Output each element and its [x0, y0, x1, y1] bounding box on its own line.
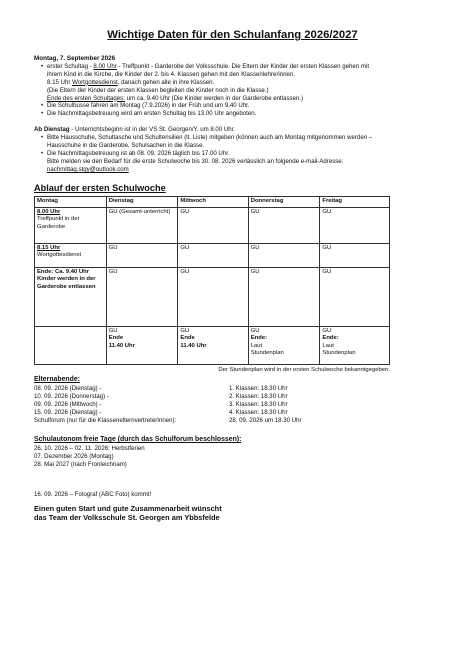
table-cell: GU	[106, 267, 178, 326]
table-cell: GU	[248, 207, 320, 243]
list-item	[34, 409, 364, 417]
text: - Unterrichtsbeginn ist in der VS St. Georgen/Y. um 8.00 Uhr.	[69, 126, 236, 134]
table-cell: GU	[178, 267, 248, 326]
text: (Die Eltern der Kinder der ersten Klassen begleiten die Kinder noch in die Klasse.)	[47, 86, 269, 94]
freedays-section	[34, 436, 431, 469]
tuesday-heading-line	[34, 126, 431, 134]
table-cell: Ende: Ca. 9.40 Uhr Kinder werden in der Garderobe entlassen	[35, 267, 107, 326]
cell-text: Laut	[322, 342, 334, 349]
closing-message	[34, 504, 431, 524]
list-item: 07. Dezember 2026 (Montag)	[34, 452, 114, 460]
list-item	[34, 417, 364, 425]
tuesday-section	[34, 126, 431, 174]
schedule-note: Der Stundenplan wird in der ersten Schulwoche bekanntgegeben.	[218, 366, 390, 373]
list-item: 26. 10. 2026 – 02. 11. 2026: Herbstferien	[34, 445, 145, 452]
monday-heading: Montag, 7. September 2026	[34, 54, 116, 62]
time-label: 8.00 Uhr	[37, 208, 61, 215]
week-table	[34, 196, 390, 365]
table-cell: GU	[106, 243, 178, 267]
table-cell: GU	[320, 243, 390, 267]
header-cell: Donnerstag	[248, 196, 320, 207]
monday-section	[34, 55, 431, 119]
cell-text: Wortgottesdienst	[37, 252, 82, 259]
table-cell: GU (Gesamt-unterricht)	[106, 207, 178, 243]
text: Bitte Hausschuhe, Schultasche und Schultensilien (lt. Liste) mitgeben (können auch am Montag mitgenommen werden –	[47, 134, 373, 142]
evening-class: 2. Klassen: 18.30 Uhr	[229, 393, 288, 401]
service-underlined: Wortgottesdienst	[72, 78, 118, 86]
table-cell: GU	[320, 267, 390, 326]
cell-text: Ende:	[250, 335, 268, 342]
cell-text: Ende	[108, 335, 124, 342]
evenings-heading: Elternabende:	[34, 376, 80, 384]
evening-date: 10. 09. 2026 (Donnerstag) -	[34, 393, 109, 401]
evenings-section	[34, 376, 431, 425]
end-underlined: Ende des ersten Schultages:	[47, 94, 125, 102]
cell-text: GU	[108, 327, 118, 334]
table-header-row	[35, 196, 390, 207]
table-cell: GU	[178, 207, 248, 243]
monday-bullet-bus: • Die Schulbusse fahren am Montag (7.9.2026) in der Früh und um 9.40 Uhr.	[41, 102, 431, 110]
table-cell	[178, 326, 248, 364]
cell-text: GU	[322, 327, 332, 334]
text: 8.15 Uhr	[47, 78, 73, 86]
list-item	[34, 401, 364, 409]
table-cell	[35, 243, 107, 267]
evening-class: 3. Klassen: 18.30 Uhr	[229, 401, 288, 409]
text: ihrem Kind in die Kirche, die Kinder der 2. bis 4. Klassen gehen mit den Klassenlehrerinnen.	[47, 70, 295, 78]
text: , danach gehen alle in ihre Klassen.	[117, 78, 215, 86]
photo-note: 16. 09. 2026 – Fotograf (ABC Foto) kommt!	[34, 490, 152, 498]
cell-text: Ende:	[322, 335, 339, 342]
text: Bitte melden sie den Bedarf für die erste Schulwoche bis 30. 08. 2026 verlässlich an folgende e-mail-Adresse:	[47, 157, 344, 165]
tuesday-bullet-supplies	[41, 134, 431, 150]
cell-text: 11.40 Uhr	[108, 342, 135, 349]
header-cell: Mittwoch	[178, 196, 248, 207]
table-row	[35, 326, 390, 364]
closing-line: das Team der Volksschule St. Georgen am Ybbsfelde	[34, 513, 220, 523]
evening-date: 08. 09. 2026 (Dienstag) -	[34, 385, 102, 393]
cell-text: Stundenplan	[322, 349, 356, 356]
cell-text: GU	[180, 327, 190, 334]
table-cell: GU	[178, 243, 248, 267]
table-cell: GU	[320, 207, 390, 243]
text: - Treffpunkt - Garderobe der Volksschule. Die Eltern der Kinder der ersten Klassen gehen mit	[116, 62, 370, 70]
cell-text: Laut	[250, 342, 263, 349]
cell-text: Stundenplan	[250, 349, 284, 356]
table-cell	[35, 207, 107, 243]
header-cell: Freitag	[320, 196, 390, 207]
evening-class: 28. 09. 2026 um 18.30 Uhr	[229, 417, 302, 425]
list-item	[34, 393, 364, 401]
table-cell	[248, 326, 320, 364]
text: Hausschuhe in die Garderobe, Schulsachen in die Klasse.	[47, 142, 205, 150]
cell-text: Ende	[180, 335, 195, 342]
table-cell	[35, 326, 107, 364]
evening-date: 09. 09. 2026 (Mittwoch) -	[34, 401, 102, 409]
tuesday-bullet-afternoon	[41, 150, 431, 174]
evening-class: 1. Klassen: 18.30 Uhr	[229, 385, 288, 393]
evening-date: Schulforum (nur für die KlassenelternvertreterInnen):	[34, 417, 177, 425]
table-cell: GU	[248, 267, 320, 326]
table-cell	[320, 326, 390, 364]
page-title: Wichtige Daten für den Schulanfang 2026/2027	[107, 29, 358, 41]
tuesday-heading: Ab Dienstag	[34, 126, 70, 134]
table-cell: GU	[248, 243, 320, 267]
evening-date: 15. 09. 2026 (Dienstag) -	[34, 409, 102, 417]
list-item: 28. Mai 2027 (nach Fronleichnam)	[34, 460, 127, 468]
text: um ca. 9.40 Uhr (Die Kinder werden in der Garderobe entlassen.)	[124, 94, 304, 102]
text: erster Schultag -	[47, 62, 94, 70]
table-row	[35, 207, 390, 243]
table-row	[35, 243, 390, 267]
time-underlined: 8.00 Uhr	[93, 62, 117, 70]
cell-text: GU	[250, 327, 260, 334]
text: Die Nachmittagsbetreuung ist ab 08. 09. 2026 täglich bis 17.00 Uhr.	[47, 150, 230, 158]
week-heading: Ablauf der ersten Schulwoche	[34, 182, 166, 193]
email-link[interactable]: nachmittag.stgy@outlook.com	[47, 165, 129, 173]
closing-line: Einen guten Start und gute Zusammenarbeit wünscht	[34, 503, 222, 513]
time-label: 8.15 Uhr	[37, 244, 61, 251]
cell-text: Treffpunkt in der Garderobe	[37, 216, 80, 230]
table-cell	[106, 326, 178, 364]
cell-text: 11.40 Uhr	[180, 342, 207, 349]
monday-bullet-first-day	[41, 63, 431, 103]
header-cell: Dienstag	[106, 196, 178, 207]
freedays-heading: Schulautonom freie Tage (durch das Schulforum beschlossen):	[34, 436, 242, 444]
list-item	[34, 385, 364, 393]
monday-bullet-afternoon: • Die Nachmittagsbetreuung wird am ersten Schultag bis 13.00 Uhr angeboten.	[41, 110, 431, 118]
table-row	[35, 267, 390, 326]
evening-class: 4. Klassen: 18.30 Uhr	[229, 409, 288, 417]
header-cell: Montag	[35, 196, 107, 207]
